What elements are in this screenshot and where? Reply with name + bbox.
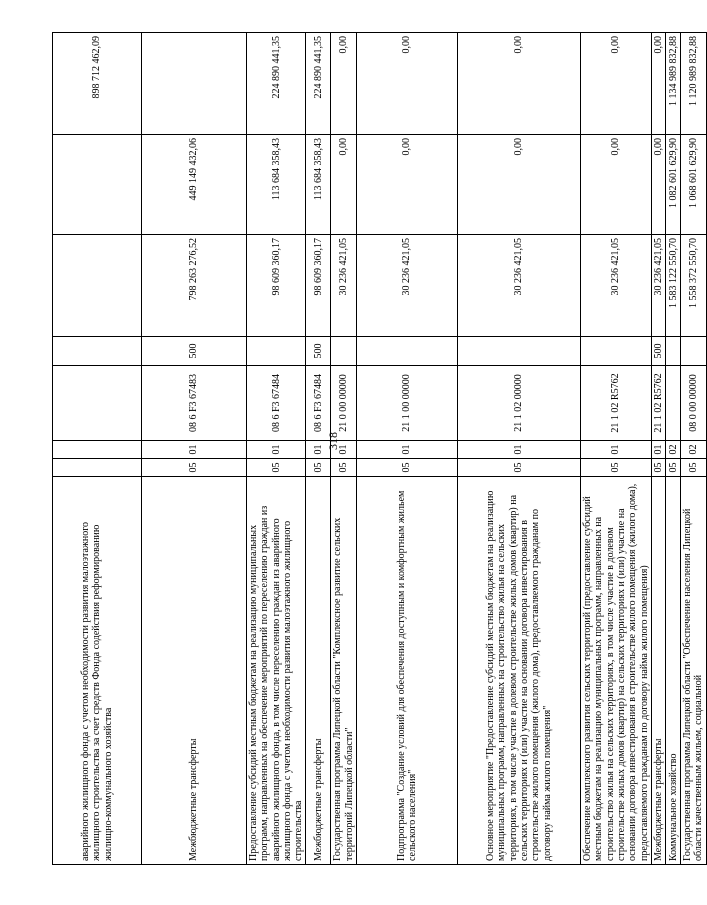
amount-year3-cell: 0,00: [331, 33, 357, 135]
rotated-table-container: [52, 33, 705, 865]
table-row: [357, 33, 458, 865]
section-code-cell: 05: [331, 459, 357, 477]
row-name-cell: Коммунальное хозяйство: [666, 477, 681, 865]
subsection-code-cell: 01: [331, 441, 357, 459]
amount-year2-cell: 113 684 358,43: [247, 135, 306, 235]
expense-type-cell: [357, 337, 458, 366]
row-name-cell: Государственная программа Липецкой области "Обеспечение населения Липецкой области качественным жильем, социальной: [681, 477, 707, 865]
amount-year3-cell: 1 120 989 832,88: [681, 33, 707, 135]
amount-year3-cell: 224 890 441,35: [306, 33, 331, 135]
section-code-cell: 05: [357, 459, 458, 477]
amount-year2-cell: 449 149 432,06: [142, 135, 247, 235]
target-article-cell: [666, 366, 681, 441]
row-name-cell: Обеспечение комплексного развития сельских территорий (предоставление субсидий местным бюджетам на реализацию муниципальных программ, направленных на строительство жилья на сельских территориях, в том числе участие в долевом строительстве жилых домов (квартир) на сельских территориях и (или) участие на основании договора инвестирования в строительстве жилого помещения (жилого дома), предоставляемого гражданам по договору найма жилого помещения): [581, 477, 652, 865]
expense-type-cell: [666, 337, 681, 366]
subsection-code-cell: 01: [357, 441, 458, 459]
amount-year3-cell: [142, 33, 247, 135]
row-name-cell: Межбюджетные трансферты: [651, 477, 665, 865]
expense-type-cell: [53, 337, 142, 366]
amount-year1-cell: 798 263 276,52: [142, 235, 247, 337]
subsection-code-cell: 02: [666, 441, 681, 459]
amount-year1-cell: 30 236 421,05: [651, 235, 665, 337]
amount-year3-cell: 0,00: [357, 33, 458, 135]
amount-year1-cell: 30 236 421,05: [357, 235, 458, 337]
subsection-code-cell: 01: [142, 441, 247, 459]
amount-year2-cell: [53, 135, 142, 235]
amount-year3-cell: 1 134 989 832,88: [666, 33, 681, 135]
budget-table: [52, 32, 707, 865]
page-number: 318: [326, 432, 340, 450]
expense-type-cell: 500: [651, 337, 665, 366]
expense-type-cell: 500: [306, 337, 331, 366]
subsection-code-cell: 01: [581, 441, 652, 459]
target-article-cell: 21 1 02 R5762: [651, 366, 665, 441]
amount-year3-cell: 0,00: [458, 33, 581, 135]
amount-year1-cell: 98 609 360,17: [306, 235, 331, 337]
expense-type-cell: [247, 337, 306, 366]
table-row: [247, 33, 306, 865]
table-row: [581, 33, 652, 865]
row-name-cell: Основное мероприятие "Предоставление субсидий местным бюджетам на реализацию муниципальных программ, направленных на строительство жилья на сельских территориях, в том числе участие в долевом строительстве жилых домов (квартир) на сельских территориях и (или) участие на основании договора инвестирования в строительстве жилого помещения (жилого дома), предоставляемого гражданам по договору найма жилого помещения": [458, 477, 581, 865]
table-row: [331, 33, 357, 865]
section-code-cell: 05: [458, 459, 581, 477]
section-code-cell: 05: [247, 459, 306, 477]
amount-year2-cell: 1 082 601 629,90: [666, 135, 681, 235]
section-code-cell: 05: [666, 459, 681, 477]
table-row: [458, 33, 581, 865]
subsection-code-cell: 01: [306, 441, 331, 459]
amount-year1-cell: 30 236 421,05: [331, 235, 357, 337]
amount-year2-cell: 0,00: [458, 135, 581, 235]
amount-year3-cell: 0,00: [581, 33, 652, 135]
subsection-code-cell: 02: [681, 441, 707, 459]
target-article-cell: 08 6 F3 67483: [142, 366, 247, 441]
table-body: [53, 33, 707, 865]
subsection-code-cell: [53, 441, 142, 459]
amount-year3-cell: 0,00: [651, 33, 665, 135]
table-row: [651, 33, 665, 865]
table-row: [53, 33, 142, 865]
target-article-cell: 08 6 F3 67484: [306, 366, 331, 441]
amount-year2-cell: 0,00: [581, 135, 652, 235]
table-row: [142, 33, 247, 865]
row-name-cell: Государственная программа Липецкой области "Комплексное развитие сельских территорий Липецкой области": [331, 477, 357, 865]
target-article-cell: 21 1 00 00000: [357, 366, 458, 441]
table-row: [666, 33, 681, 865]
amount-year1-cell: 30 236 421,05: [458, 235, 581, 337]
amount-year2-cell: 0,00: [651, 135, 665, 235]
amount-year2-cell: 0,00: [331, 135, 357, 235]
section-code-cell: 05: [681, 459, 707, 477]
subsection-code-cell: 01: [247, 441, 306, 459]
section-code-cell: [53, 459, 142, 477]
target-article-cell: 08 6 F3 67484: [247, 366, 306, 441]
row-name-cell: Подпрограмма "Создание условий для обеспечения доступным и комфортным жильем сельского населения": [357, 477, 458, 865]
amount-year3-cell: 898 712 462,09: [53, 33, 142, 135]
table-row: [681, 33, 707, 865]
row-name-cell: аварийного жилищного фонда с учетом необходимости развития малоэтажного жилищного строительства за счет средств Фонда содействия реформированию жилищно-коммунального хозяйства: [53, 477, 142, 865]
amount-year2-cell: 113 684 358,43: [306, 135, 331, 235]
amount-year1-cell: 1 583 122 550,70: [666, 235, 681, 337]
target-article-cell: [53, 366, 142, 441]
section-code-cell: 05: [306, 459, 331, 477]
amount-year2-cell: 1 068 601 629,90: [681, 135, 707, 235]
subsection-code-cell: 01: [651, 441, 665, 459]
row-name-cell: Предоставление субсидий местным бюджетам на реализацию муниципальных программ, направленных на обеспечение мероприятий по переселению граждан из аварийного жилищного фонда, в том числе переселению граждан из аварийного жилищного фонда с учетом необходимости развития малоэтажного жилищного строительства: [247, 477, 306, 865]
section-code-cell: 05: [651, 459, 665, 477]
expense-type-cell: [681, 337, 707, 366]
row-name-cell: Межбюджетные трансферты: [142, 477, 247, 865]
expense-type-cell: [458, 337, 581, 366]
target-article-cell: 08 0 00 00000: [681, 366, 707, 441]
expense-type-cell: [331, 337, 357, 366]
target-article-cell: 21 1 02 R5762: [581, 366, 652, 441]
section-code-cell: 05: [581, 459, 652, 477]
subsection-code-cell: 01: [458, 441, 581, 459]
amount-year1-cell: [53, 235, 142, 337]
table-row: [306, 33, 331, 865]
target-article-cell: 21 0 00 00000: [331, 366, 357, 441]
amount-year1-cell: 98 609 360,17: [247, 235, 306, 337]
amount-year2-cell: 0,00: [357, 135, 458, 235]
target-article-cell: 21 1 02 00000: [458, 366, 581, 441]
row-name-cell: Межбюджетные трансферты: [306, 477, 331, 865]
expense-type-cell: 500: [142, 337, 247, 366]
amount-year1-cell: 1 558 372 550,70: [681, 235, 707, 337]
expense-type-cell: [581, 337, 652, 366]
section-code-cell: 05: [142, 459, 247, 477]
amount-year3-cell: 224 890 441,35: [247, 33, 306, 135]
amount-year1-cell: 30 236 421,05: [581, 235, 652, 337]
